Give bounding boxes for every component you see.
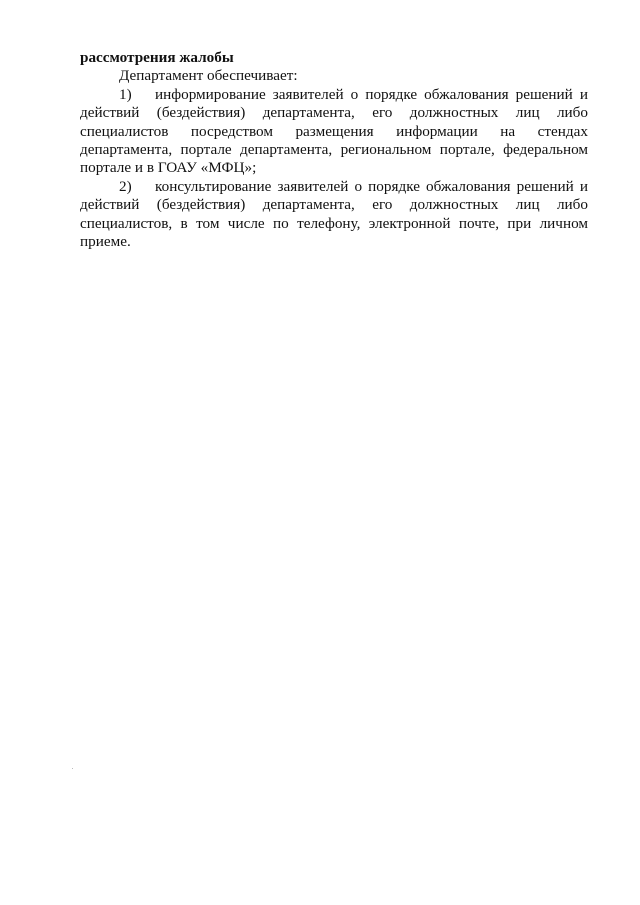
list-item-text: консультирование заявителей о порядке обжалования решений и действий (бездействия) департамента, его должностных лиц либо специалистов, в том числе по телефону, электронной почте, при личном приеме.: [80, 177, 588, 251]
list-item-number: 1): [119, 85, 132, 103]
document-body: [80, 49, 588, 251]
list-item-text: информирование заявителей о порядке обжалования решений и действий (бездействия) департамента, его должностных лиц либо специалистов посредством размещения информации на стендах департамента, портале департамента, региональном портале, федеральном портале и в ГОАУ «МФЦ»;: [80, 85, 588, 177]
scan-speck: [72, 768, 73, 769]
section-heading: рассмотрения жалобы: [80, 49, 234, 66]
list-item: [80, 86, 588, 178]
intro-paragraph: Департамент обеспечивает:: [119, 67, 298, 85]
list-item-number: 2): [119, 177, 132, 195]
list-item: [80, 178, 588, 252]
